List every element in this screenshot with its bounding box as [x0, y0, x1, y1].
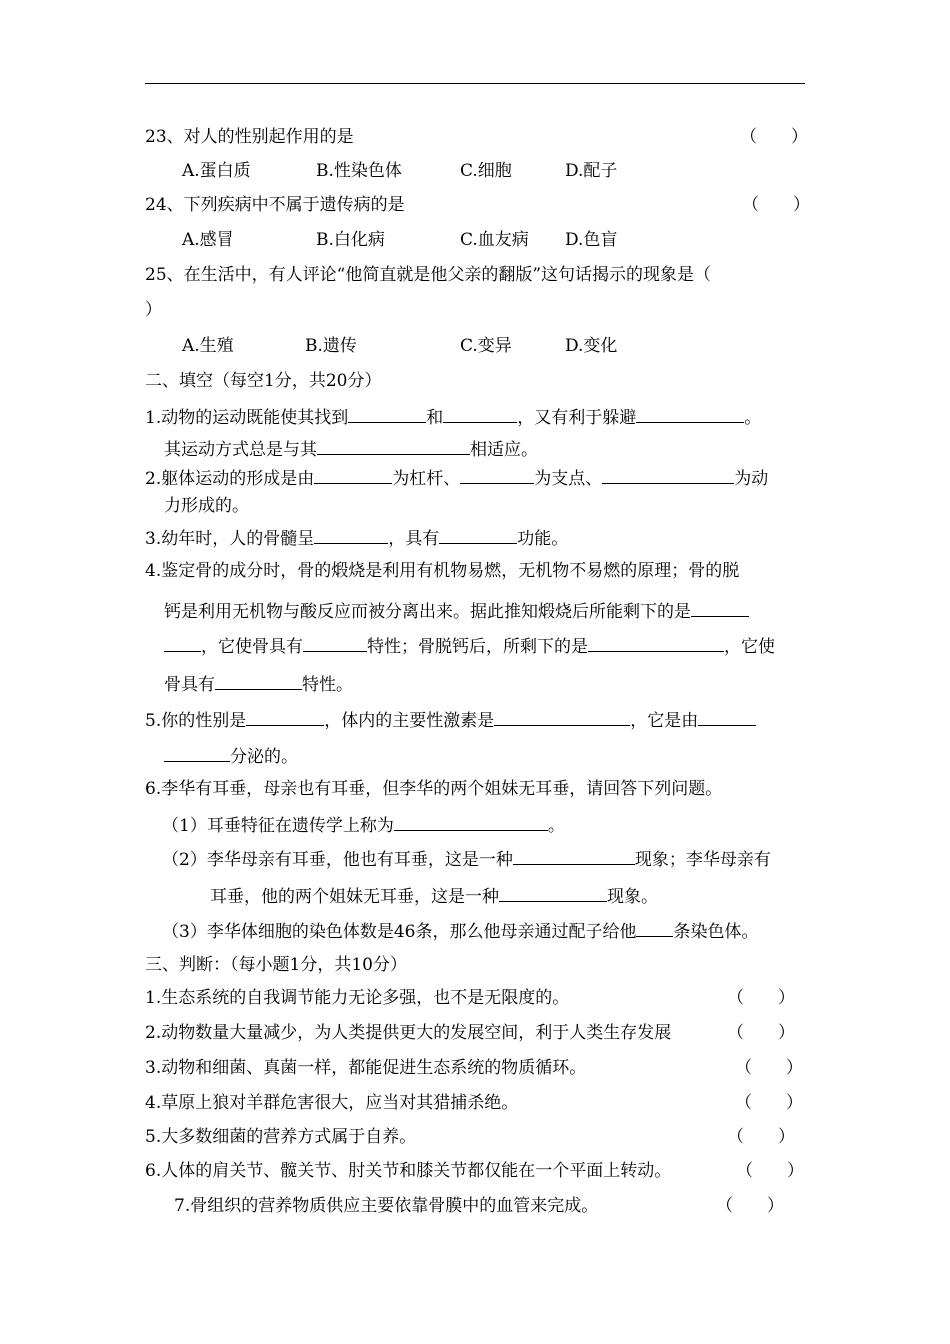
blank[interactable]	[499, 885, 607, 902]
judge-statement: 7.骨组织的营养物质供应主要依靠骨膜中的血管来完成。	[174, 1196, 599, 1216]
blank[interactable]	[698, 709, 756, 726]
judge-statement: 6.人体的肩关节、髋关节、肘关节和膝关节都仅能在一个平面上转动。	[145, 1161, 672, 1181]
fill-question-1-line-1: 1.动物的运动既能使其找到 和 ，又有利于躲避 。	[145, 408, 762, 428]
option-d[interactable]: D.配子	[565, 161, 618, 181]
answer-paren[interactable]: （ ）	[736, 1161, 804, 1181]
judge-statement: 5.大多数细菌的营养方式属于自养。	[145, 1127, 417, 1147]
blank[interactable]	[303, 635, 367, 652]
question-stem: 23、对人的性别起作用的是	[145, 127, 354, 147]
header-rule	[145, 83, 805, 84]
option-a[interactable]: A.蛋白质	[182, 161, 251, 181]
blank[interactable]	[636, 406, 744, 423]
answer-paren[interactable]: （ ）	[727, 1023, 795, 1043]
blank[interactable]	[314, 527, 388, 544]
question-stem: 24、下列疾病中不属于遗传病的是	[145, 195, 405, 215]
fill-question-6-sub-3: （3）李华体细胞的染色体数是46条，那么他母亲通过配子给他 条染色体。	[162, 922, 759, 942]
fill-question-1-line-2: 其运动方式总是与其 相适应。	[164, 440, 538, 460]
option-c[interactable]: C.细胞	[460, 161, 512, 181]
option-b[interactable]: B.遗传	[305, 336, 357, 356]
answer-paren[interactable]: （ ）	[742, 195, 810, 215]
blank[interactable]	[691, 600, 749, 617]
fill-question-4-line-1: 4.鉴定骨的成分时，骨的煅烧是利用有机物易燃，无机物不易燃的原理；骨的脱	[145, 561, 740, 581]
answer-paren[interactable]: （ ）	[740, 127, 808, 147]
fill-question-6-sub-1: （1）耳垂特征在遗传学上称为 。	[162, 816, 565, 836]
blank[interactable]	[215, 673, 302, 690]
option-d[interactable]: D.色盲	[565, 230, 618, 250]
answer-paren[interactable]: （ ）	[727, 988, 795, 1008]
option-a[interactable]: A.感冒	[182, 230, 234, 250]
fill-question-3: 3.幼年时，人的骨髓呈 ，具有 功能。	[145, 529, 569, 549]
question-stem-continued[interactable]: ）	[145, 300, 162, 320]
option-d[interactable]: D.变化	[565, 336, 618, 356]
blank[interactable]	[394, 814, 548, 831]
option-b[interactable]: B.性染色体	[316, 161, 402, 181]
blank[interactable]	[513, 848, 635, 865]
blank[interactable]	[443, 406, 517, 423]
judge-statement: 2.动物数量大量减少，为人类提供更大的发展空间，利于人类生存发展	[145, 1023, 672, 1043]
blank[interactable]	[636, 920, 673, 937]
answer-paren[interactable]: （ ）	[735, 1093, 803, 1113]
fill-question-6-sub-2-line-2: 耳垂，他的两个姐妹无耳垂，这是一种 现象。	[210, 887, 658, 907]
answer-paren[interactable]: （ ）	[727, 1127, 795, 1147]
blank[interactable]	[494, 709, 630, 726]
fill-question-2-line-1: 2.躯体运动的形成是由 为杠杆、 为支点、 为动	[145, 469, 769, 489]
blank[interactable]	[588, 635, 724, 652]
judge-statement: 3.动物和细菌、真菌一样，都能促进生态系统的物质循环。	[145, 1058, 587, 1078]
blank[interactable]	[164, 635, 201, 652]
blank[interactable]	[246, 709, 324, 726]
fill-question-4-line-2: 钙是利用无机物与酸反应而被分离出来。据此推知煅烧后所能剩下的是	[164, 600, 749, 622]
blank[interactable]	[460, 467, 534, 484]
fill-question-5-line-1: 5.你的性别是 ，体内的主要性激素是 ，它是由	[145, 709, 756, 731]
answer-paren[interactable]: （ ）	[716, 1196, 784, 1216]
judge-statement: 4.草原上狼对羊群危害很大，应当对其猎捕杀绝。	[145, 1093, 519, 1113]
option-c[interactable]: C.变异	[460, 336, 512, 356]
question-stem: 25、在生活中，有人评论“他简直就是他父亲的翻版”这句话揭示的现象是（	[145, 265, 712, 285]
section-heading-judge: 三、判断：（每小题1分，共10分）	[145, 955, 407, 975]
fill-question-5-line-2: 分泌的。	[164, 745, 298, 767]
fill-question-6-stem: 6.李华有耳垂，母亲也有耳垂，但李华的两个姐妹无耳垂，请回答下列问题。	[145, 779, 723, 799]
blank[interactable]	[439, 527, 517, 544]
fill-question-6-sub-2-line-1: （2）李华母亲有耳垂，他也有耳垂，这是一种 现象；李华母亲有	[162, 850, 771, 870]
section-heading-fill: 二、填空（每空1分，共20分）	[145, 371, 382, 391]
blank[interactable]	[314, 467, 392, 484]
option-a[interactable]: A.生殖	[182, 336, 234, 356]
fill-question-2-line-2: 力形成的。	[164, 496, 249, 516]
blank[interactable]	[602, 467, 734, 484]
blank[interactable]	[164, 745, 230, 762]
answer-paren[interactable]: （ ）	[735, 1058, 803, 1078]
option-c[interactable]: C.血友病	[460, 230, 529, 250]
fill-question-4-line-4: 骨具有 特性。	[164, 675, 353, 695]
option-b[interactable]: B.白化病	[316, 230, 385, 250]
fill-question-4-line-3: ，它使骨具有 特性；骨脱钙后，所剩下的是 ，它使	[164, 635, 775, 657]
blank[interactable]	[317, 438, 470, 455]
judge-statement: 1.生态系统的自我调节能力无论多强，也不是无限度的。	[145, 988, 570, 1008]
blank[interactable]	[348, 406, 426, 423]
